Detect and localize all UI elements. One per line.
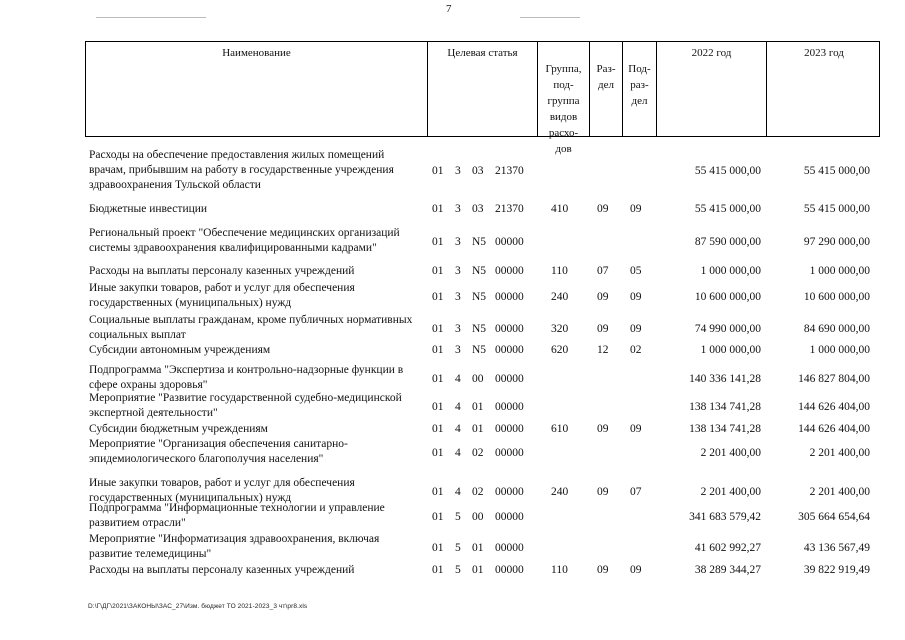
row-pr: 05: [630, 265, 642, 277]
row-s: 3: [455, 265, 461, 277]
row-y1: 138 134 741,28: [689, 401, 761, 413]
row-n: 00000: [495, 265, 524, 277]
row-y2: 43 136 567,49: [803, 542, 870, 554]
row-r: 09: [597, 423, 609, 435]
row-m: 02: [472, 447, 484, 459]
row-y2: 84 690 000,00: [803, 323, 870, 335]
row-name: Иные закупки товаров, работ и услуг для обеспечения государственных (муниципальных) нужд: [89, 282, 355, 309]
row-g: 110: [551, 564, 568, 576]
row-p: 01: [432, 344, 444, 356]
row-pr: 09: [630, 203, 642, 215]
row-p: 01: [432, 236, 444, 248]
row-g: 610: [551, 423, 569, 435]
table-row: [85, 202, 880, 217]
row-p: 01: [432, 323, 444, 335]
row-s: 4: [455, 401, 461, 413]
row-y2: 2 201 400,00: [809, 486, 870, 498]
row-n: 00000: [495, 423, 524, 435]
row-r: 09: [597, 564, 609, 576]
row-name: Мероприятие "Развитие государственной судебно-медицинской экспертной деятельности": [89, 392, 402, 419]
header-subsection: [622, 42, 656, 136]
row-p: 01: [432, 542, 444, 554]
table-row: [85, 148, 880, 193]
header-subsection-label: Под- раз- дел: [628, 63, 651, 107]
row-m: N5: [472, 291, 487, 303]
row-n: 21370: [495, 203, 524, 215]
header-name: [86, 42, 427, 136]
row-p: 01: [432, 165, 444, 177]
table-row: [85, 422, 880, 437]
row-g: 410: [551, 203, 569, 215]
row-name: Бюджетные инвестиции: [89, 203, 208, 215]
header-year2: [766, 42, 881, 136]
row-m: 01: [472, 401, 484, 413]
row-n: 00000: [495, 564, 524, 576]
row-y1: 1 000 000,00: [700, 344, 761, 356]
table-row: [85, 563, 880, 578]
row-pr: 09: [630, 564, 642, 576]
scan-mark: [96, 17, 206, 18]
row-g: 320: [551, 323, 569, 335]
row-y2: 2 201 400,00: [809, 447, 870, 459]
row-p: 01: [432, 265, 444, 277]
row-s: 4: [455, 423, 461, 435]
table-row: [85, 226, 880, 256]
row-n: 21370: [495, 165, 524, 177]
row-s: 3: [455, 165, 461, 177]
row-name: Расходы на выплаты персоналу казенных учреждений: [89, 265, 355, 277]
row-y1: 1 000 000,00: [700, 265, 761, 277]
row-m: N5: [472, 265, 487, 277]
row-y2: 1 000 000,00: [809, 265, 870, 277]
row-p: 01: [432, 423, 444, 435]
row-m: 01: [472, 564, 484, 576]
row-y1: 41 602 992,27: [694, 542, 761, 554]
header-target: [427, 42, 537, 136]
row-s: 3: [455, 236, 461, 248]
row-n: 00000: [495, 344, 524, 356]
row-p: 01: [432, 486, 444, 498]
row-p: 01: [432, 447, 444, 459]
row-r: 12: [597, 344, 609, 356]
row-y2: 55 415 000,00: [803, 165, 870, 177]
row-name: Субсидии автономным учреждениям: [89, 344, 271, 356]
row-n: 00000: [495, 401, 524, 413]
row-name: Иные закупки товаров, работ и услуг для обеспечения государственных (муниципальных) нужд: [89, 477, 355, 504]
header-year1: [656, 42, 766, 136]
table-row: [85, 343, 880, 358]
row-p: 01: [432, 291, 444, 303]
row-m: 00: [472, 511, 484, 523]
header-section-label: Раз- дел: [596, 63, 616, 91]
row-p: 01: [432, 401, 444, 413]
row-m: 01: [472, 423, 484, 435]
header-year1-label: 2022 год: [691, 47, 732, 59]
row-g: 620: [551, 344, 569, 356]
table-row: [85, 281, 880, 311]
row-name: Расходы на выплаты персоналу казенных учреждений: [89, 564, 355, 576]
table-row: [85, 264, 880, 279]
row-g: 240: [551, 291, 569, 303]
row-name: Региональный проект "Обеспечение медицинских организаций системы здравоохранения квалифицированными кадрами": [89, 227, 400, 254]
row-m: N5: [472, 344, 487, 356]
row-pr: 09: [630, 291, 642, 303]
page-number: 7: [446, 3, 452, 15]
row-n: 00000: [495, 291, 524, 303]
row-y2: 97 290 000,00: [803, 236, 870, 248]
row-m: 00: [472, 373, 484, 385]
row-s: 5: [455, 511, 461, 523]
row-n: 00000: [495, 542, 524, 554]
row-r: 09: [597, 486, 609, 498]
row-y1: 10 600 000,00: [694, 291, 761, 303]
row-pr: 09: [630, 423, 642, 435]
table-row: [85, 532, 880, 562]
row-n: 00000: [495, 323, 524, 335]
header-target-label: Целевая статья: [447, 47, 518, 59]
table-row: [85, 437, 880, 467]
table-row: [85, 313, 880, 343]
row-name: Подпрограмма "Экспертиза и контрольно-надзорные функции в сфере охраны здоровья": [89, 364, 404, 391]
row-name: Подпрограмма "Информационные технологии и управление развитием отрасли": [89, 502, 385, 529]
row-y1: 55 415 000,00: [694, 203, 761, 215]
row-m: 02: [472, 486, 484, 498]
row-r: 07: [597, 265, 609, 277]
row-n: 00000: [495, 373, 524, 385]
row-name: Субсидии бюджетным учреждениям: [89, 423, 268, 435]
row-y2: 10 600 000,00: [803, 291, 870, 303]
table-row: [85, 501, 880, 531]
row-s: 4: [455, 373, 461, 385]
row-n: 00000: [495, 511, 524, 523]
row-name: Расходы на обеспечение предоставления жилых помещений врачам, прибывшим на работу в государственные учреждения здравоохранения Тульской области: [89, 149, 394, 191]
header-section: [589, 42, 622, 136]
header-name-label: Наименование: [222, 47, 291, 59]
row-n: 00000: [495, 236, 524, 248]
file-path: D:\Г\ДГ\2021\ЗАКОНЫ\ЗАС_27\Изм. бюджет ТО 2021-2023_3 чт\pr8.xls: [88, 603, 308, 610]
row-y1: 55 415 000,00: [694, 165, 761, 177]
row-name: Мероприятие "Организация обеспечения санитарно-эпидемиологического благополучия населения": [89, 438, 348, 465]
table-header: [85, 41, 880, 155]
table-row: [85, 363, 880, 393]
row-s: 3: [455, 344, 461, 356]
row-y2: 144 626 404,00: [798, 423, 870, 435]
row-y1: 138 134 741,28: [689, 423, 761, 435]
row-y1: 140 336 141,28: [689, 373, 761, 385]
row-s: 3: [455, 203, 461, 215]
row-r: 09: [597, 203, 609, 215]
row-y1: 87 590 000,00: [694, 236, 761, 248]
row-y1: 74 990 000,00: [694, 323, 761, 335]
row-r: 09: [597, 291, 609, 303]
row-pr: 02: [630, 344, 642, 356]
row-pr: 09: [630, 323, 642, 335]
row-s: 3: [455, 291, 461, 303]
row-y2: 39 822 919,49: [803, 564, 870, 576]
row-name: Социальные выплаты гражданам, кроме публичных нормативных социальных выплат: [89, 314, 413, 341]
row-p: 01: [432, 203, 444, 215]
row-pr: 07: [630, 486, 642, 498]
row-p: 01: [432, 511, 444, 523]
row-p: 01: [432, 564, 444, 576]
header-group-label: Группа, под- группа видов расхо- дов: [545, 63, 582, 155]
header-group: [537, 42, 589, 155]
row-m: 01: [472, 542, 484, 554]
row-s: 4: [455, 447, 461, 459]
row-p: 01: [432, 373, 444, 385]
row-y1: 341 683 579,42: [689, 511, 761, 523]
row-m: 03: [472, 165, 484, 177]
row-y2: 1 000 000,00: [809, 344, 870, 356]
row-y1: 2 201 400,00: [700, 486, 761, 498]
row-g: 110: [551, 265, 568, 277]
row-s: 3: [455, 323, 461, 335]
row-m: 03: [472, 203, 484, 215]
row-y2: 144 626 404,00: [798, 401, 870, 413]
scan-mark: [520, 17, 580, 18]
row-y1: 38 289 344,27: [694, 564, 761, 576]
row-y2: 305 664 654,64: [798, 511, 870, 523]
row-y2: 146 827 804,00: [798, 373, 870, 385]
row-m: N5: [472, 236, 487, 248]
row-name: Мероприятие "Информатизация здравоохранения, включая развитие телемедицины": [89, 533, 380, 560]
row-s: 5: [455, 564, 461, 576]
row-m: N5: [472, 323, 487, 335]
row-s: 4: [455, 486, 461, 498]
row-s: 5: [455, 542, 461, 554]
table-row: [85, 391, 880, 421]
row-n: 00000: [495, 486, 524, 498]
row-y1: 2 201 400,00: [700, 447, 761, 459]
row-g: 240: [551, 486, 569, 498]
row-r: 09: [597, 323, 609, 335]
row-n: 00000: [495, 447, 524, 459]
header-year2-label: 2023 год: [804, 47, 844, 59]
row-y2: 55 415 000,00: [803, 203, 870, 215]
